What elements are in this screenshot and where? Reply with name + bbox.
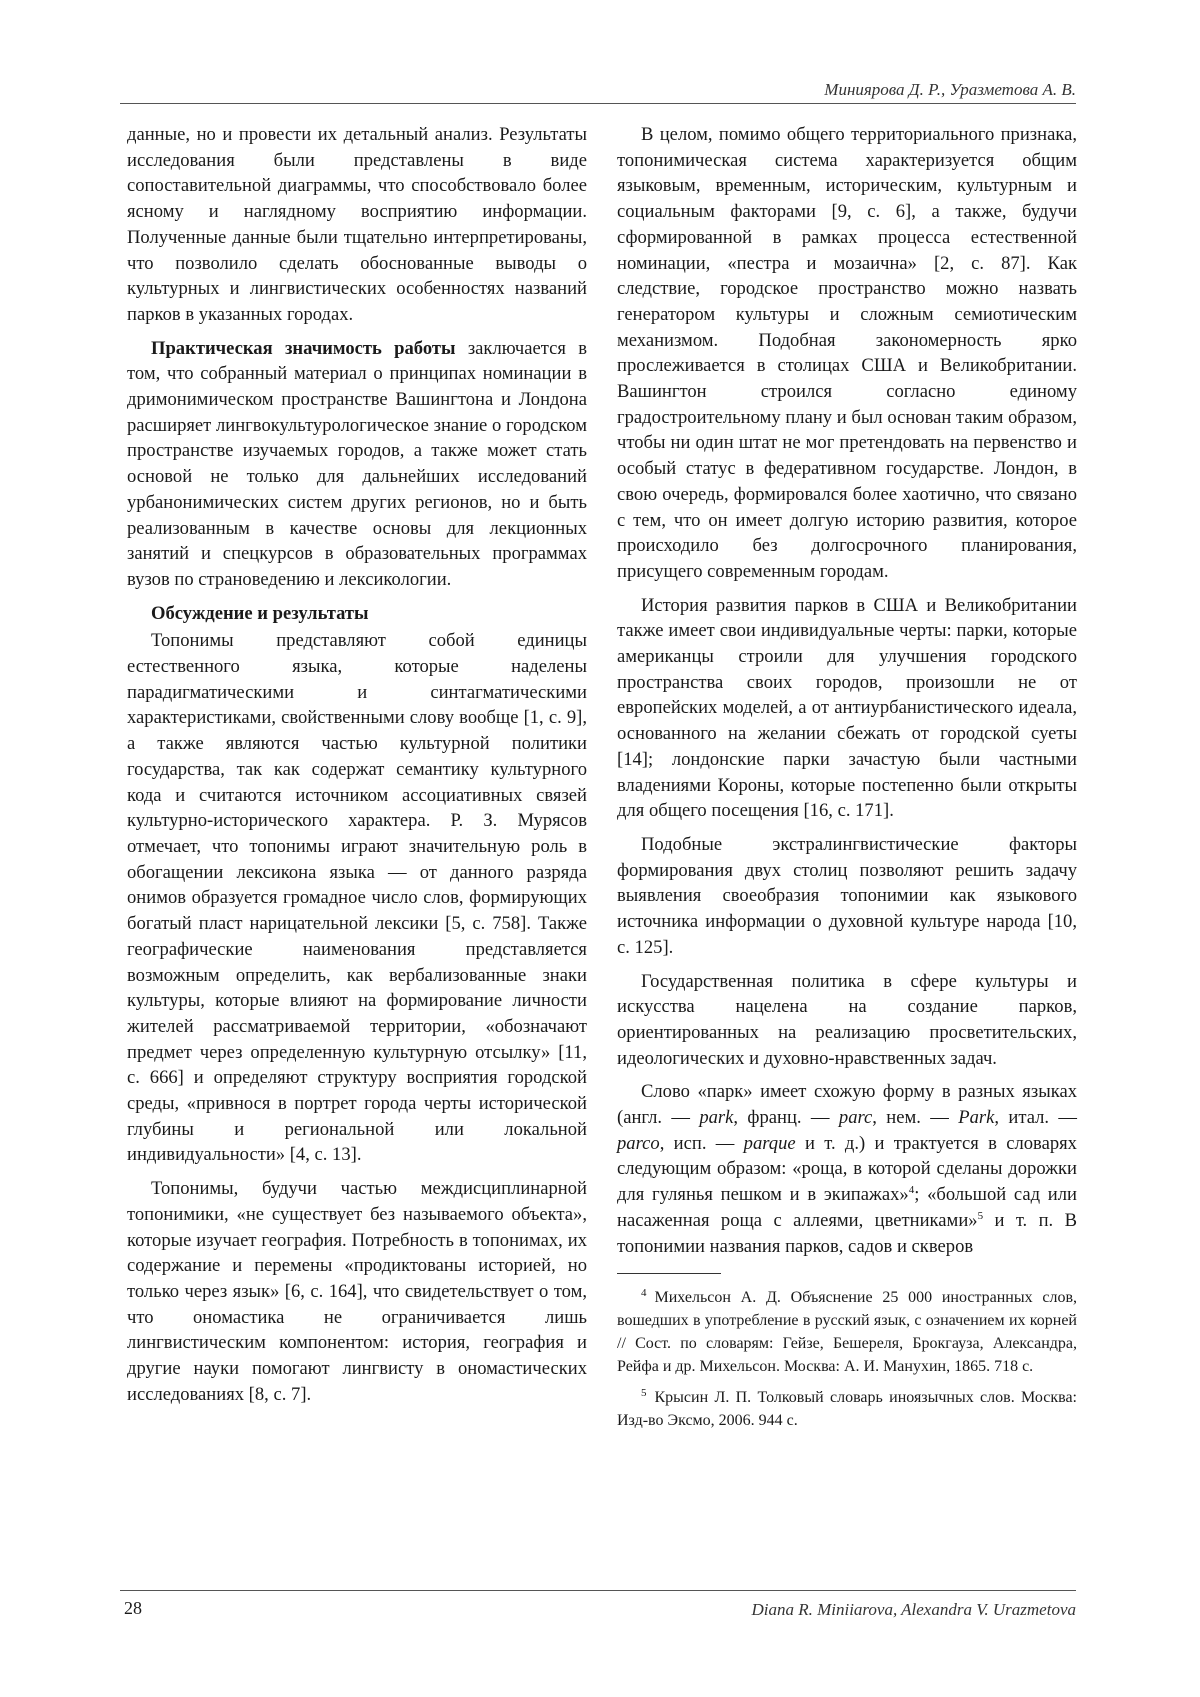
right-column: [617, 122, 1077, 1440]
footnote: [617, 1386, 1077, 1432]
paragraph: Государственная политика в сфере культуры и искусства нацелена на создание парков, ориентированных на реализацию просветительских, идеологических и духовно-нравственных задач.: [617, 970, 1077, 1069]
text-run: , нем. —: [872, 1107, 959, 1129]
paragraph-practical-significance: [127, 336, 587, 593]
italic-term: Park: [958, 1107, 995, 1129]
text-run: , франц. —: [733, 1107, 839, 1129]
running-head: Миниярова Д. Р., Уразметова А. В.: [824, 80, 1076, 99]
text-run: ; «большой сад или насаженная роща с аллеями, цветниками»: [617, 1184, 1077, 1231]
italic-term: parco: [617, 1132, 660, 1154]
footnote-ref[interactable]: 5: [977, 1209, 984, 1222]
text-run: и т. д.) и трактуется в словарях следующим образом: «роща, в которой сделаны дорожки для гулянья пешком и в экипажах»: [617, 1132, 1077, 1206]
footnote: [617, 1286, 1077, 1378]
paragraph: Топонимы представляют собой единицы естественного языка, которые наделены парадигматическими и синтагматическими характеристиками, свойственными слову вообще [1, с. 9], а также являются частью культурной политики государства, так как содержат семантику культурного кода и считаются источником ассоциативных связей культурно-исторического характера. Р. З. Мурясов отмечает, что топонимы играют значительную роль в обогащении лексикона языка — от данного разряда онимов образуется громадное число слов, формирующих богатый пласт нарицательной лексики [5, с. 758]. Также географические наименования представляется возможным определить, как вербализованные знаки культуры, которые влияют на формирование личности жителей рассматриваемой территории, «обозначают предмет через определенную культурную отсылку» [11, с. 666] и определяют структуру восприятия городской среды, «привнося в портрет города черты исторической глубины и региональной или локальной индивидуальности» [4, с. 13].: [127, 630, 587, 1166]
paragraph: Подобные экстралингвистические факторы формирования двух столиц позволяют решить задачу выявления своеобразия топонимии как языкового источника информации о духовной культуре народа [10, с. 125].: [617, 833, 1077, 958]
footnote-ref[interactable]: 4: [908, 1183, 915, 1196]
left-column: [127, 122, 587, 1415]
footnote-text: Крысин Л. П. Толковый словарь иноязычных слов. Москва: Изд-во Эксмо, 2006. 944 с.: [617, 1389, 1077, 1430]
text-run: и т. п. В топонимии названия парков, садов и скверов: [617, 1209, 1077, 1257]
italic-term: parc: [838, 1107, 873, 1129]
bold-lead-phrase: Практическая значимость работы: [151, 337, 456, 359]
italic-term: park: [699, 1107, 734, 1129]
running-foot-authors: Diana R. Miniiarova, Alexandra V. Urazmetova: [751, 1600, 1076, 1619]
footnote-text: Михельсон А. Д. Объяснение 25 000 иностранных слов, вошедших в употребление в русский язык, с означением их корней // Сост. по словарям: Гейзе, Бешереля, Брокгауза, Александра, Рейфа и др. Михельсон. Москва: А. И. Манухин, 1865. 718 с.: [617, 1289, 1077, 1376]
footnote-number: 5: [641, 1386, 647, 1399]
paragraph: Топонимы, будучи частью междисциплинарной топонимики, «не существует без называемого объекта», которые изучает география. Потребность в топонимах, их содержание и перемены «продиктованы историей, но только через язык» [6, с. 164], что свидетельствует о том, что ономастика не ограничивается лишь лингвистическим компонентом: история, география и другие науки помогают лингвисту в ономастических исследованиях [8, с. 7].: [127, 1178, 587, 1405]
paragraph-text: заключается в том, что собранный материал о принципах номинации в дримонимическом пространстве Вашингтона и Лондона расширяет лингвокультурологическое знание о городском пространстве изучаемых городов, а также может стать основой не только для дальнейших исследований урбанонимических систем других регионов, но и быть реализованным в качестве основы для лекционных занятий и спецкурсов в образовательных программах вузов по страноведению и лексикологии.: [127, 337, 588, 590]
header-rule: [120, 103, 1076, 104]
paragraph: В целом, помимо общего территориального признака, топонимическая система характеризуется общим языковым, временным, историческим, культурным и социальным факторами [9, с. 6], а также, будучи сформированной в рамках процесса естественной номинации, «пестра и мозаична» [2, с. 87]. Как следствие, городское пространство можно назвать генератором культуры и сложным семиотическим механизмом. Подобная закономерность ярко прослеживается в столицах США и Великобритании. Вашингтон строился согласно единому градостроительному плану и был основан таким образом, чтобы ни один штат не мог претендовать на первенство и особый статус в федеративном государстве. Лондон, в свою очередь, формировался более хаотично, что связано с тем, что он имеет долгую историю развития, которое происходило без долгосрочного планирования, присущего современным городам.: [617, 124, 1077, 582]
text-run: , итал. —: [994, 1107, 1077, 1129]
section-heading: Обсуждение и результаты: [151, 602, 369, 624]
paragraph-word-park: [617, 1079, 1077, 1259]
italic-term: parque: [743, 1132, 796, 1154]
footer-rule: [120, 1590, 1076, 1591]
paragraph: История развития парков в США и Великобритании также имеет свои индивидуальные черты: парки, которые американцы строили для улучшения городского пространства своих городов, произошли не от европейских моделей, а от антиурбанистического идеала, основанного на желании сбежать от городской суеты [14]; лондонские парки зачастую были частными владениями Короны, которые постепенно были открыты для общего посещения [16, с. 171].: [617, 594, 1077, 822]
text-run: , исп. —: [659, 1132, 744, 1154]
footnote-separator: [617, 1273, 721, 1274]
footnote-number: 4: [641, 1286, 647, 1299]
paragraph: данные, но и провести их детальный анализ. Результаты исследования были представлены в виде сопоставительной диаграммы, что способствовало более ясному и наглядному восприятию информации. Полученные данные были тщательно интерпретированы, что позволило сделать обоснованные выводы о культурных и лингвистических особенностях названий парков в указанных городах.: [127, 124, 587, 325]
page-number: 28: [124, 1598, 142, 1618]
text-run: Слово «парк» имеет схожую форму в разных языках (англ. —: [617, 1081, 1077, 1129]
